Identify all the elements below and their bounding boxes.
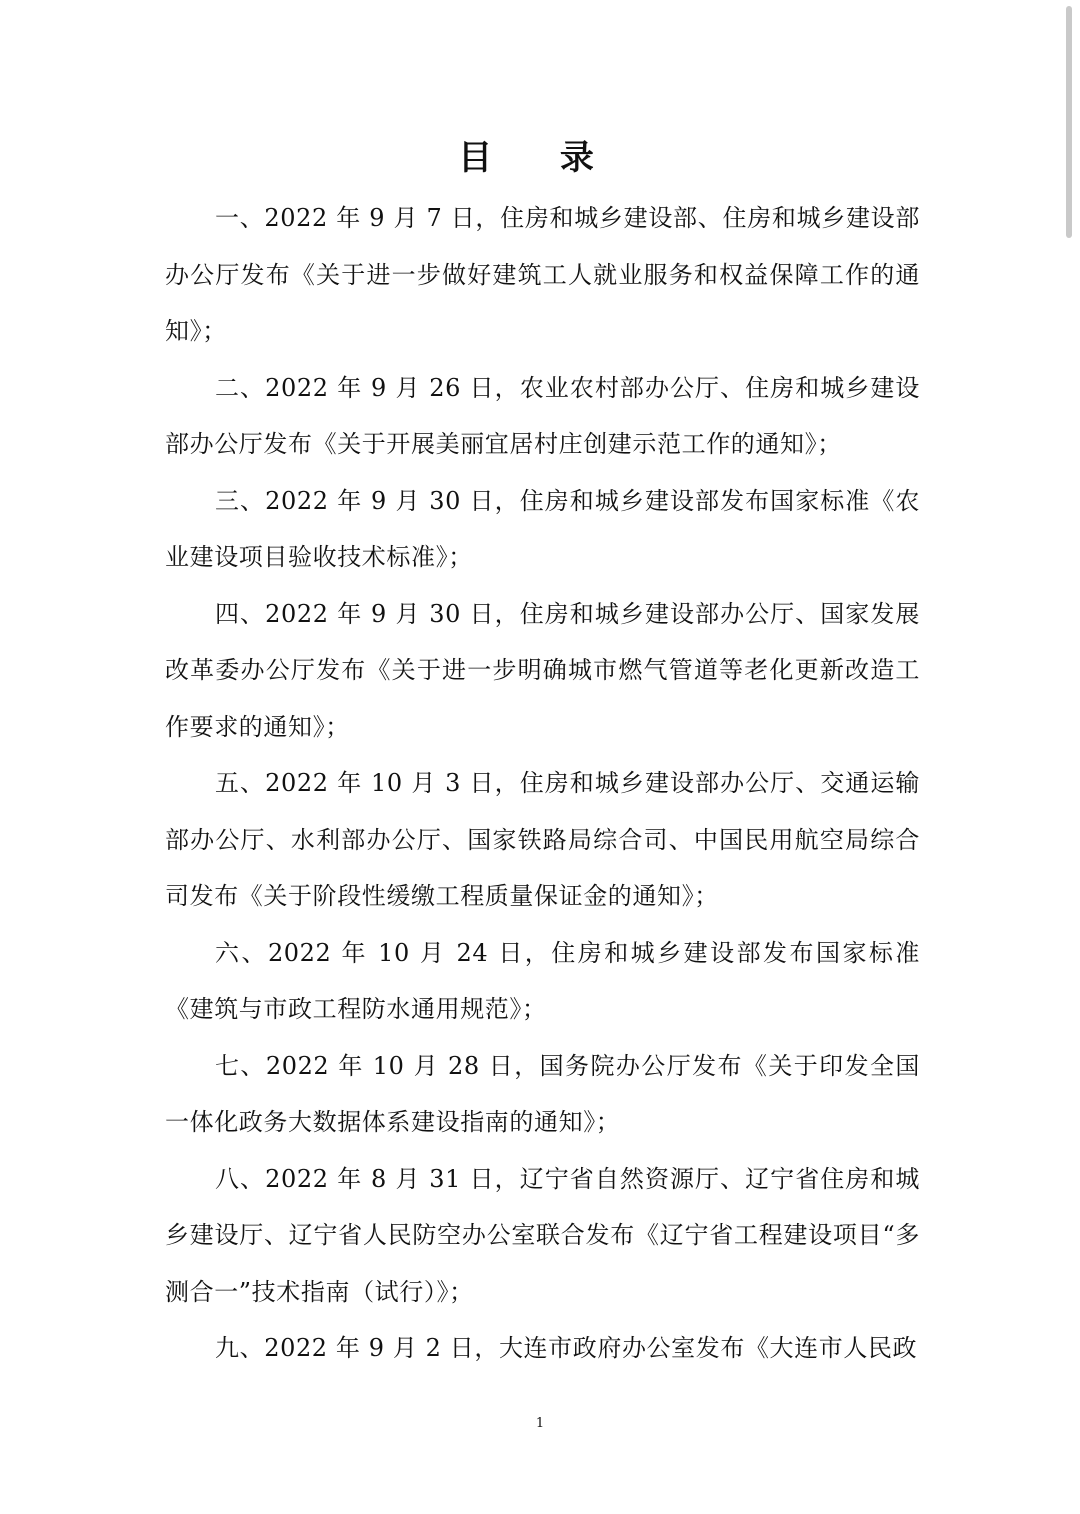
toc-entry: 六、2022 年 10 月 24 日，住房和城乡建设部发布国家标准《建筑与市政工程防水通用规范》； (165, 938, 920, 1023)
table-of-contents (165, 190, 920, 1377)
scrollbar-thumb[interactable] (1066, 6, 1072, 238)
toc-entry: 一、2022 年 9 月 7 日，住房和城乡建设部、住房和城乡建设部办公厅发布《关于进一步做好建筑工人就业服务和权益保障工作的通知》； (165, 204, 920, 345)
toc-entry: 三、2022 年 9 月 30 日，住房和城乡建设部发布国家标准《农业建设项目验收技术标准》； (165, 486, 920, 571)
toc-entry: 八、2022 年 8 月 31 日，辽宁省自然资源厅、辽宁省住房和城乡建设厅、辽宁省人民防空办公室联合发布《辽宁省工程建设项目“多测合一”技术指南（试行）》； (165, 1164, 920, 1306)
toc-entry: 五、2022 年 10 月 3 日，住房和城乡建设部办公厅、交通运输部办公厅、水利部办公厅、国家铁路局综合司、中国民用航空局综合司发布《关于阶段性缓缴工程质量保证金的通知》； (165, 769, 920, 910)
page-title: 目 录 (458, 138, 622, 178)
page-number: 1 (535, 1416, 545, 1431)
toc-entry: 九、2022 年 9 月 2 日，大连市政府办公室发布《大连市人民政 (215, 1334, 918, 1362)
toc-entry: 四、2022 年 9 月 30 日，住房和城乡建设部办公厅、国家发展改革委办公厅发布《关于进一步明确城市燃气管道等老化更新改造工作要求的通知》； (165, 599, 920, 741)
toc-entry: 七、2022 年 10 月 28 日，国务院办公厅发布《关于印发全国一体化政务大数据体系建设指南的通知》； (165, 1051, 920, 1136)
toc-entry: 二、2022 年 9 月 26 日，农业农村部办公厅、住房和城乡建设部办公厅发布《关于开展美丽宜居村庄创建示范工作的通知》； (165, 373, 920, 458)
vertical-scrollbar[interactable] (1066, 0, 1072, 240)
